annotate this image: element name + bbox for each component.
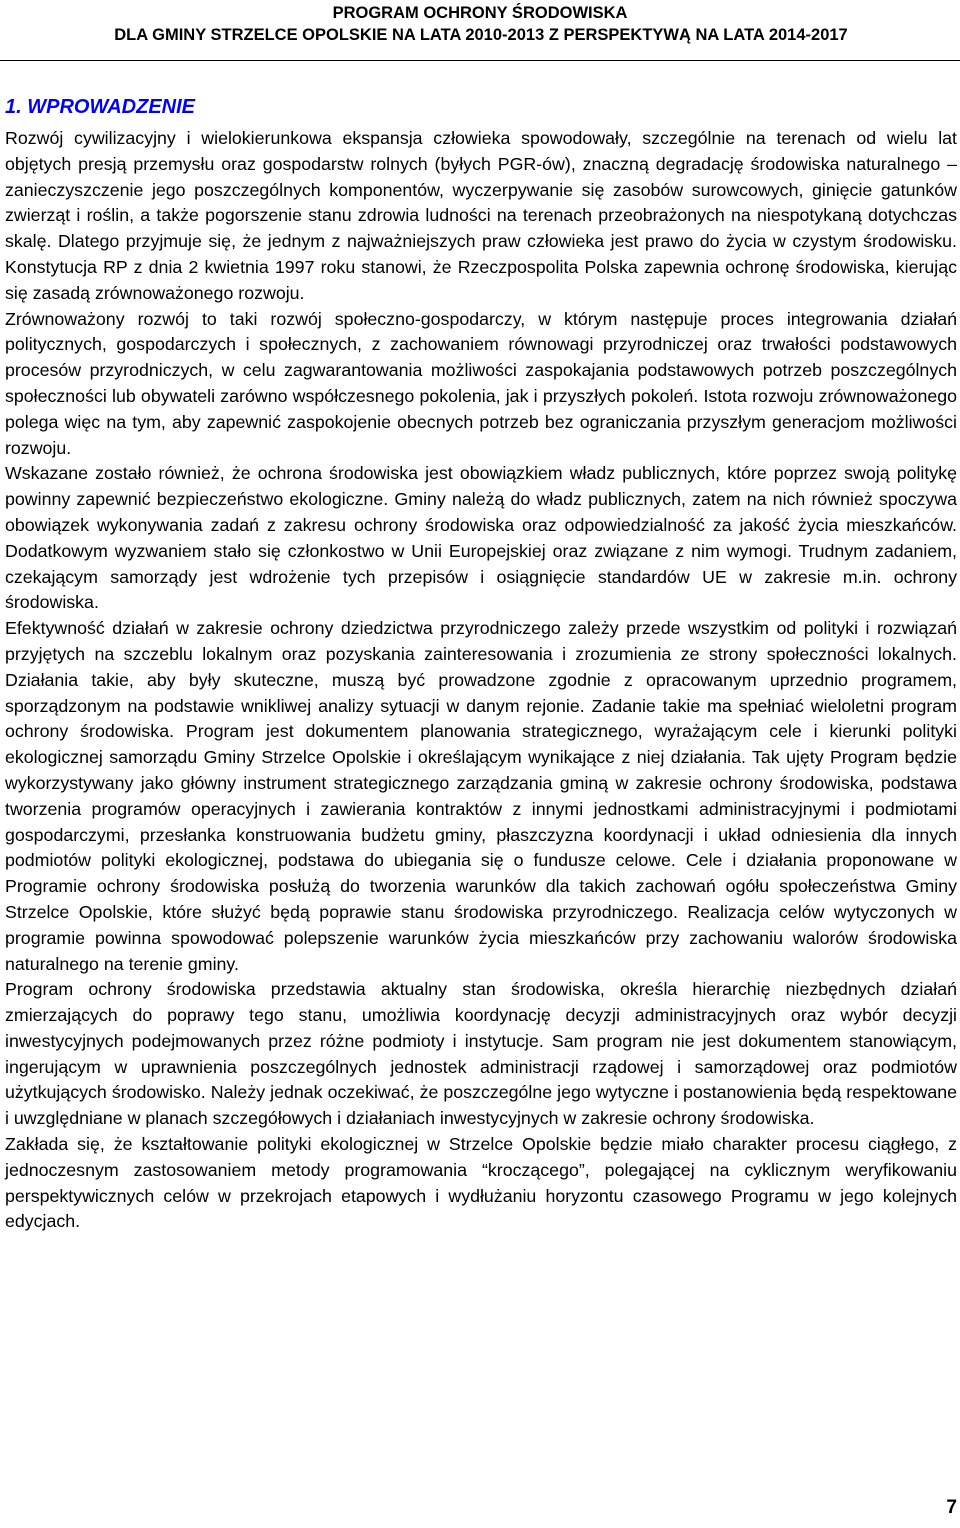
paragraph: Efektywność działań w zakresie ochrony dziedzictwa przyrodniczego zależy przede wszystkim od polityki i rozwiązań przyjętych na szczeblu lokalnym oraz pozyskania zainteresowania i zrozumienia ze strony społeczności lokalnych. Działania takie, aby były skuteczne, muszą być prowadzone zgodnie z opracowanym uprzednio programem, sporządzonym na podstawie wnikliwej analizy sytuacji w danym rejonie. Zadanie takie ma spełniać wieloletni program ochrony środowiska. Program jest dokumentem planowania strategicznego, wyrażającym cele i kierunki polityki ekologicznej samorządu Gminy Strzelce Opolskie i określającym wynikające z niej działania. Tak ujęty Program będzie wykorzystywany jako główny instrument strategicznego zarządzania gminą w zakresie ochrony środowiska, podstawa tworzenia programów operacyjnych i zawierania kontraktów z innymi jednostkami administracyjnymi i podmiotami gospodarczymi, przesłanka konstruowania budżetu gminy, płaszczyzna koordynacji i układ odniesienia dla innych podmiotów polityki ekologicznej, podstawa do ubiegania się o fundusze celowe. Cele i działania proponowane w Programie ochrony środowiska posłużą do tworzenia warunków dla takich zachowań ogółu społeczeństwa Gminy Strzelce Opolskie, które służyć będą poprawie stanu środowiska przyrodniczego. Realizacja celów wytyczonych w programie powinna spowodować polepszenie warunków życia mieszkańców przy zachowaniu walorów środowiska naturalnego na terenie gminy. (5, 618, 957, 974)
paragraph: Zakłada się, że kształtowanie polityki ekologicznej w Strzelce Opolskie będzie miało charakter procesu ciągłego, z jednoczesnym zastosowaniem metody programowania “kroczącego”, polegającej na cyklicznym weryfikowaniu perspektywicznych celów w przekrojach etapowych i wydłużaniu horyzontu czasowego Programu w jego kolejnych edycjach. (5, 1134, 957, 1232)
header-program-subtitle: DLA GMINY STRZELCE OPOLSKIE NA LATA 2010-2013 Z PERSPEKTYWĄ NA LATA 2014-2017 (114, 26, 848, 44)
section-title: 1. WPROWADZENIE (5, 96, 196, 118)
paragraph: Zrównoważony rozwój to taki rozwój społeczno-gospodarczy, w którym następuje proces integrowania działań politycznych, gospodarczych i społecznych, z zachowaniem równowagi przyrodniczej oraz trwałości podstawowych procesów przyrodniczych, w celu zagwarantowania możliwości zaspokajania podstawowych potrzeb poszczególnych społeczności lub obywateli zarówno współczesnego pokolenia, jak i przyszłych pokoleń. Istota rozwoju zrównoważonego polega więc na tym, aby zapewnić zaspokojenie obecnych potrzeb bez ograniczania przyszłym generacjom możliwości rozwoju. (5, 308, 957, 458)
paragraph: Wskazane zostało również, że ochrona środowiska jest obowiązkiem władz publicznych, które poprzez swoją politykę powinny zapewnić bezpieczeństwo ekologiczne. Gminy należą do władz publicznych, zatem na nich również spoczywa obowiązek wykonywania zadań z zakresu ochrony środowiska oraz odpowiedzialność za jakość życia mieszkańców. Dodatkowym wyzwaniem stało się członkostwo w Unii Europejskiej oraz związane z nim wymogi. Trudnym zadaniem, czekającym samorządy jest wdrożenie tych przepisów i osiągnięcie standardów UE w zakresie m.in. ochrony środowiska. (5, 463, 957, 613)
page-number: 7 (946, 1497, 957, 1518)
header-divider (0, 60, 960, 61)
section-body (5, 126, 957, 1235)
header-program-title: PROGRAM OCHRONY ŚRODOWISKA (332, 4, 628, 22)
paragraph: Rozwój cywilizacyjny i wielokierunkowa ekspansja człowieka spowodowały, szczególnie na terenach od wielu lat objętych presją przemysłu oraz gospodarstw rolnych (byłych PGR-ów), znaczną degradację środowiska naturalnego – zanieczyszczenie jego poszczególnych komponentów, wyczerpywanie się zasobów surowcowych, ginięcie gatunków zwierząt i roślin, a także pogorszenie stanu zdrowia ludności na terenach przeobrażonych na niespotykaną dotychczas skalę. Dlatego przyjmuje się, że jednym z najważniejszych praw człowieka jest prawo do życia w czystym środowisku. Konstytucja RP z dnia 2 kwietnia 1997 roku stanowi, że Rzeczpospolita Polska zapewnia ochronę środowiska, kierując się zasadą zrównoważonego rozwoju. (5, 128, 957, 303)
paragraph: Program ochrony środowiska przedstawia aktualny stan środowiska, określa hierarchię niezbędnych działań zmierzających do poprawy tego stanu, umożliwia koordynację decyzji administracyjnych oraz wybór decyzji inwestycyjnych podejmowanych przez różne podmioty i instytucje. Sam program nie jest dokumentem stanowiącym, ingerującym w uprawnienia poszczególnych jednostek administracji rządowej i samorządowej oraz podmiotów użytkujących środowisko. Należy jednak oczekiwać, że poszczególne jego wytyczne i postanowienia będą respektowane i uwzględniane w planach szczegółowych i działaniach inwestycyjnych w zakresie ochrony środowiska. (5, 979, 957, 1129)
document-header (0, 2, 960, 46)
